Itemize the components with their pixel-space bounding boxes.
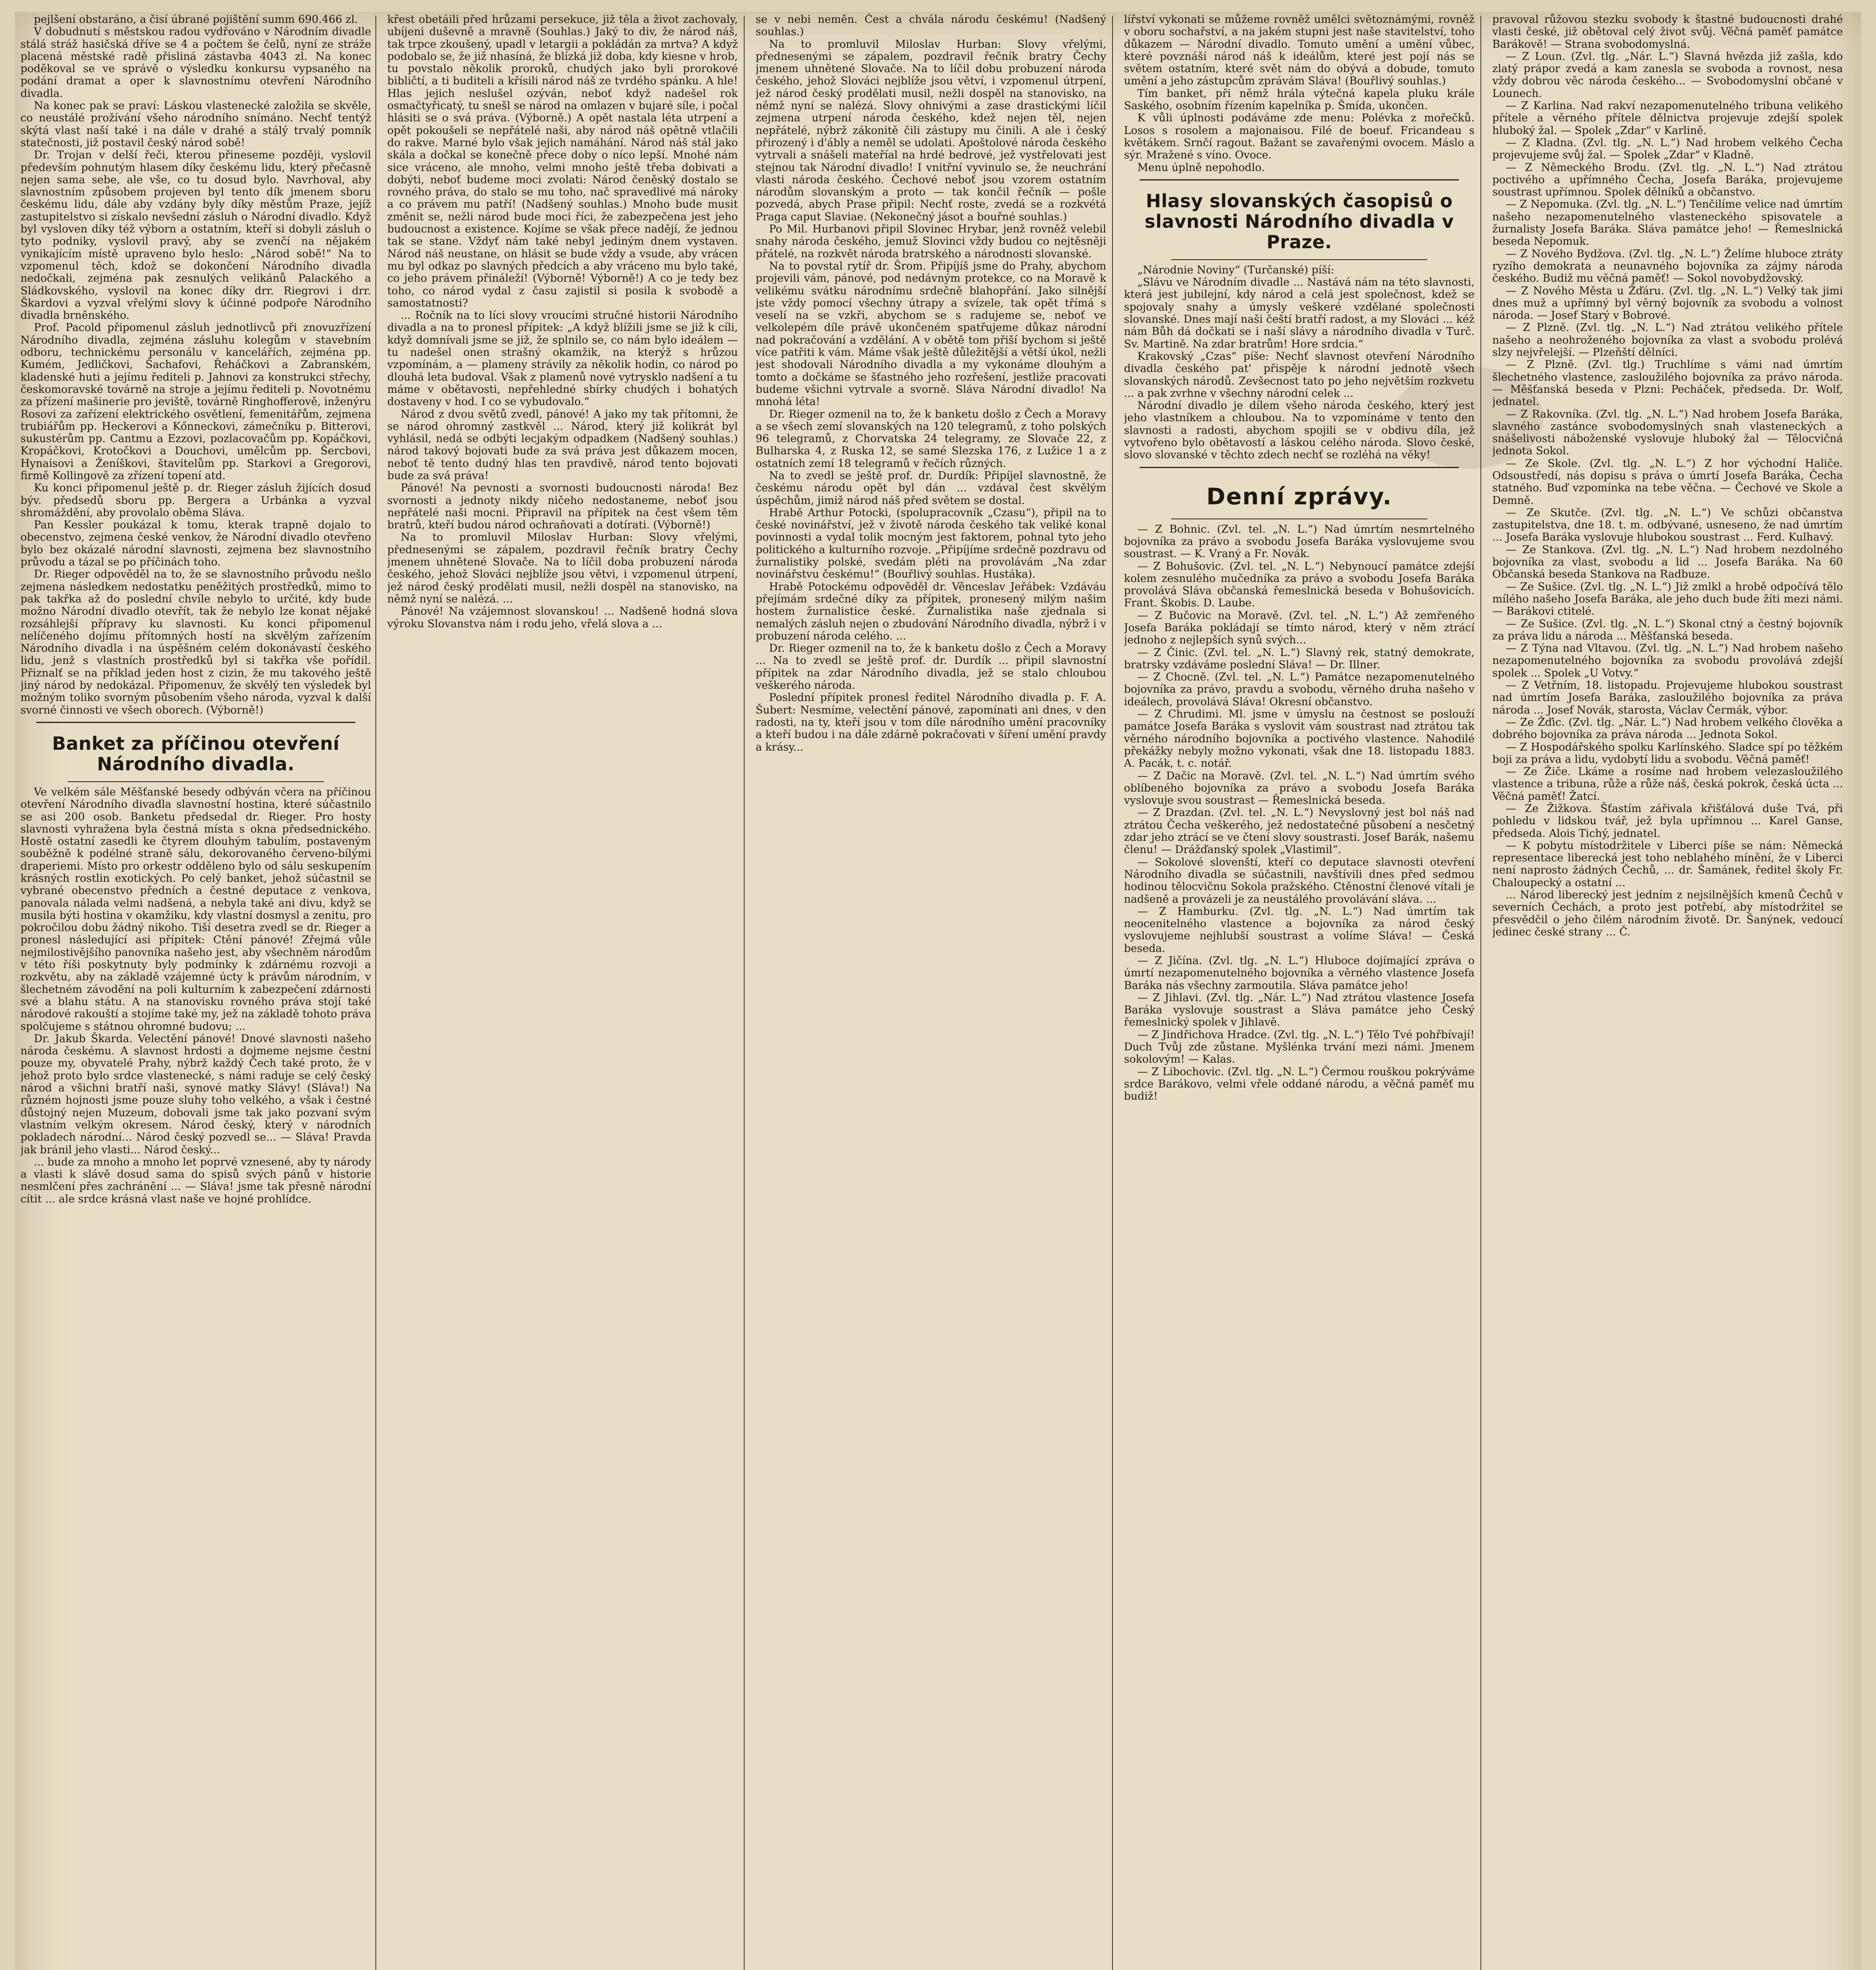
article-heading: Denní zprávy.	[1206, 483, 1392, 510]
article-paragraph: — Z Týna nad Vltavou. (Zvl. tlg. „N. L.“) Nad hrobem našeho nezapomenutelného bojovníka za svobodu provolává zdejší spolek ... Spolek „U Votvy.“	[1492, 642, 1843, 679]
article-paragraph: Ve velkém sále Měšťanské besedy odbýván včera na příčinou otevření Národního divadla slavnostní hostina, které súčastnilo se asi 200 osob. Banketu předsedal dr. Rieger. Pro hosty slavnosti vyhražena byla čestná místa s okna předsednického. Hostě ostatní zasedli ke čtyrem dlouhým tabulím, postaveným souběžně k podélné straně sálu, dekorovaného červeno-bílými draperiemi. Místo pro orkestr odděleno bylo od sálu seskupením krásných rostlin exotických. Po celý banket, jehož súčastnil se vybrané obecenstvo předních a čestné deputace z venkova, panovala nálada velmi nadšená, a nebyla také ani divu, když se musila býti hostina v okamžiku, kdy vlastní dosmysl a zenitu, pro pokročilou dobu žádný nikoho. Tiší desetra zvedl se dr. Rieger a pronesl následující asi přípitek: Ctění pánové! Zřejmá vůle nejmilostivějšího panovníka našeho jest, aby všechněm národům v této říši poskytnuty byly podmínky k zdárnému rozvoji a rozkvětu, aby na základě vzájemné úcty k právům národním, v šlechetném závodění na poli kulturním k zabezpečení zdárnosti své a blahu státu. A na stanovisku rovného práva stojí také národové rakouští a stojíme také my, jež na základě tohoto práva spolčujeme s státnou ohromné budovu; ...	[20, 786, 371, 1033]
article-paragraph: — Z Drazdan. (Zvl. tel. „N. L.“) Nevyslovný jest bol náš nad ztrátou Čecha veškerého, jež nedostatečné působení a nesčetný zdar jeho ztrácí se ve čtení slovy soustrasti. Josef Barák, našemu členu! — Drážďanský spolek „Vlastimil“.	[1124, 807, 1475, 856]
article-paragraph: — Z Bohušovic. (Zvl. tel. „N. L.“) Nebynoucí památce zdejší kolem zesnulého mučedníka za právo a svobodu Josefa Baráka provolává Sláva občanská řemeslnická beseda v Bohušovicích. Frant. Škobis. D. Laube.	[1124, 560, 1475, 610]
article-paragraph: se v nebi neměn. Čest a chvála národu českému! (Nadšený souhlas.)	[756, 13, 1106, 38]
article-paragraph: — Z Libochovic. (Zvl. tlg. „N. L.“) Čermou rouškou pokrýváme srdce Barákovo, velmi vřele oddané národu, a věčná paměť mu budiž!	[1124, 1065, 1475, 1103]
article-heading: Hlasy slovanských časopisů o slavnosti Národního divadla v Praze.	[1144, 190, 1454, 253]
article-paragraph: Prof. Pacold připomenul zásluh jednotlivců při znovuzřízení Národního divadla, zejména zásluhu kolegům v stavebním odboru, technickému personálu v kancelářích, zejména pp. Kumém, Jedličkovi, Šachafovi, Řeháčkovi a Zabranském, kladenské huti a jejímu řediteli p. Jahnovi za konstrukci střechy, českomoravské továrně na stroje a jejímu řediteli p. Novotnému za přízení mašinerie pro jeviště, továrně Ringhofferově, inženýru Rosovi za zařízení elektrického osvětlení, femenitářům, zejmena trubiářům pp. Heckerovi a Kőnneckovi, zámečníku p. Bitterovi, sukustérům pp. Cantmu a Ezzovi, pozlacovačům pp. Kopáčkovi, Kropáčkovi, Krotočkovi a Douchovi, umělcům pp. Šercbovi, Hynaisovi a Ženíškovi, štavitelům pp. Starkovi a Gregorovi, firmě Kollingově za zřízení topení atd.	[20, 322, 371, 482]
article-paragraph: Poslední přípitek pronesl ředitel Národního divadla p. F. A. Šubert: Nesmíme, velectění pánové, zapomínati ani dnes, v den radosti, na ty, kteří jsou v tom díle národního umění pracovníky a kteří budou i na dále zdárně pokračovati v šíření umění pravdy a krásy...	[756, 691, 1106, 753]
article-paragraph: Na konec pak se praví: Láskou vlastenecké založila se skvěle, co neustálé prožívání všeho národního snímáno. Nechť tentýž skýtá vlast naší také i na dále v drahé a stálý trvalý pomník statečnosti, již postavil český národ sobě!	[20, 100, 371, 149]
article-paragraph: Tím banket, při němž hrála výtečná kapela pluku krále Saského, osobním řízením kapelníka p. Šmída, ukončen.	[1124, 87, 1475, 112]
article-paragraph: — Sokolové slovenští, kteří co deputace slavnosti otevření Národního divadla se súčastnili, navštívili dnes před sedmou hodinou tělocvičnu Sokola pražského. Ctěnostní členové vítali je nadšeně a provázeli je za neustálého provolávání sláva. ...	[1124, 856, 1475, 905]
article-paragraph: Národ z dvou světů zvedl, pánové! A jako my tak přítomni, že se národ ohromný zastkvěl ... Národ, který již kolikrát byl vyhlásil, nedá se odbýti lecjakým odpadkem (Nadšený souhlas.) národ takový bojovati bude za svá práva jest důkazem mocen, neboť tě tento dudný hlas ten pravdivě, národ tento bojovati bude za svá práva!	[387, 408, 738, 482]
article-paragraph: Dr. Trojan v delší řeči, kterou přineseme později, vyslovil především pohnutým hlasem díky českému lidu, který přečasně nejen sama sebe, ale vše, co tu dosud bylo. Navrhoval, aby slavnostním způsobem projeven byl tento dík jmenem sboru českému lidu, dále aby vzdány byly díky městům Praze, jejíž zastupitelstvo si získalo nevšední zásluh o Národní divadlo. Když byl vysloven díky též výborn a ostatním, kteří si dobyli zásluh o tyto podniky, vyslovil pravý, aby se zvenčí na nějakém vynikajícím místě upraveno bylo heslo: „Národ sobě!“ Na to vzpomenul těch, kdož se dokončení Národního divadla nedočkali, zejména pak zesnulých velikánů Palackého a Sládkovského, vyslovil na konec díky drr. Riegrovi i drr. Škardovi a vyzval vřelými slovy k účinné podpoře Národního divadla brněnského.	[20, 149, 371, 322]
column-divider	[1112, 16, 1113, 1970]
column-divider	[375, 16, 376, 1970]
article-paragraph: Po Mil. Hurbanovi připil Slovinec Hrybar, jenž rovněž velebil snahy národa českého, jemuž Slovinci vždy budou co nejtěsněji přátelé, na rozkvět národa bratrského a národnosti slovanské.	[756, 223, 1106, 260]
column-2	[387, 13, 738, 1970]
article-heading: Banket za příčinou otevření Národního divadla.	[52, 732, 340, 775]
heading-rule	[36, 722, 355, 723]
column-1	[20, 13, 371, 1970]
article-paragraph: ... Ročník na to líci slovy vroucími stručné historii Národního divadla a na to pronesl přípitek: „A když blížili jsme se již k cíli, když domnívali jsme se již, že splnilo se, co nám bylo ideálem — tu nadešel onen strašný okamžik, na kterýž s hrůzou vzpomínám, a — plameny strávily za několik hodin, co národ po dlouhá leta budoval. Však z plamenů nové vytrysklo nadšení a tu máme v obětavosti, nepřehledné sbírky chudých i bohatých dostaveny v hod. I co se vybudovalo.“	[387, 309, 738, 408]
article-paragraph: Dr. Rieger ozmenil na to, že k banketu došlo z Čech a Moravy ... Na to zvedl se ještě prof. dr. Durdík ... připil slavnostní přípitek na zdar Národního divadla, jež se stalo chloubou veškerého národa.	[756, 642, 1106, 692]
article-paragraph: — Z Dačic na Moravě. (Zvl. tel. „N. L.“) Nad úmrtím svého oblíbeného bojovníka za právo a svobodu Josefa Baráka vyslovuje svou soustrast — Řemeslnická beseda.	[1124, 769, 1475, 807]
article-paragraph: — Ze Sušice. (Zvl. tlg. „N. L.“) Skonal ctný a čestný bojovník za práva lidu a národa ... Měšťanská beseda.	[1492, 617, 1843, 642]
article-paragraph: — Z Činic. (Zvl. tel. „N. L.“) Slavný rek, statný demokrate, bratrsky vzdáváme poslední Sláva! — Dr. Illner.	[1124, 646, 1475, 671]
article-paragraph: — Ze Skutče. (Zvl. tlg. „N. L.“) Ve schůzi občanstva zastupitelstva, dne 18. t. m. odbývané, usneseno, že nad úmrtím ... Josefa Baráka vyslovuje hlubokou soustrast ... Ferd. Kulhavý.	[1492, 506, 1843, 544]
heading-rule	[1140, 467, 1459, 468]
heading-rule	[68, 781, 324, 782]
article-paragraph: ... Národ liberecký jest jedním z nejsilnějších kmenů Čechů v severních Čechách, a proto jest potřebí, aby místodržitel se přesvědčil o jeho čilém národním životě. Dr. Šanýnek, vedoucí jedinec české strany ... Č.	[1492, 889, 1843, 938]
article-paragraph: — Z Jičína. (Zvl. tlg. „N. L.“) Hluboce dojímající zpráva o úmrtí nezapomenutelného bojovníka a věrného vlastence Josefa Baráka nás všechny zarmoutila. Sláva památce jeho!	[1124, 955, 1475, 992]
article-paragraph: Národní divadlo je dílem všeho národa českého, který jest jeho vlastníkem a chloubou. Na to vzpomínáme v tento den slavnosti a radosti, abychom spojili se v obdivu díla, jež vytvořeno bylo obětavostí a láskou celého národa. Slovo české, slovo slovanské v těchto zdech nechť se rozléhá na věky!	[1124, 400, 1475, 461]
article-paragraph: Menu úplně nepohodlo.	[1137, 161, 1265, 174]
column-divider	[744, 16, 745, 1970]
article-paragraph: Dr. Rieger ozmenil na to, že k banketu došlo z Čech a Moravy a se všech zemí slovanských na 120 telegramů, z toho polských 96 telegramů, z Chorvatska 24 telegramy, ze Slovače 22, z Bulharska 4, z Ruska 12, se samé Slezska 176, z Lužice 1 a z ostatních zemí 18 telegramů v řečích různých.	[756, 408, 1106, 470]
article-paragraph: „Národnie Noviny“ (Turčanské) píší:	[1137, 264, 1334, 276]
article-paragraph: Dr. Jakub Škarda. Velectění pánové! Dnové slavnosti našeho národa českému. A slavnost hrdosti a dojmeme nejsme čestní pouze my, obyvatelé Prahy, nýbrž každý Čech také proto, že v jehož proto bylo srdce vlastenecké, s námi raduje se celý český národ a všichni bratří naši, synové matky Slávy! (Sláva!) Na různém hojnosti jsme pouze sluhy toho velkého, a však i čestné důstojný nejen Muzeum, dobovali jsme tak jako pozvaní svým vlastním velkým okresem. Národ český, který v národních pokladech národní... Národ český pozvedl se... — Sláva! Pravda jak bránil jeho vlasti... Národ český...	[20, 1032, 371, 1156]
article-paragraph: pejlšení obstaráno, a čisí úbrané pojištění summ 690.466 zl.	[34, 13, 358, 26]
article-paragraph: — Z Nového Města u Žďáru. (Zvl. tlg. „N. L.“) Velký tak jimi dnes muž a upřímný byl věrný bojovník za svobodu a volnost národa. — Josef Starý v Bobrové.	[1492, 284, 1843, 322]
article-paragraph: — Ze Sušice. (Zvl. tlg. „N. L.“) Již zmlkl a hrobě odpočívá tělo mílého našeho Josefa Baráka, ale jeho duch bude žíti mezi námi. — Barákovi ctitelé.	[1492, 580, 1843, 618]
column-3	[756, 13, 1106, 1970]
article-paragraph: — Z Kladna. (Zvl. tlg. „N. L.“) Nad hrobem velkého Čecha projevujeme svůj žal. — Spolek „Zdar“ v Kladně.	[1492, 136, 1843, 162]
article-paragraph: — Ze Žižkova. Šťastím zářivala křišťálová duše Tvá, při pohledu v lidskou tvář, jež byla upřímnou ... Karel Ganse, předseda. Alois Tichý, jednatel.	[1492, 803, 1843, 840]
article-paragraph: — Z Vetřním, 18. listopadu. Projevujeme hlubokou soustrast nad úmrtím Josefa Baráka, zasloužilého bojovníka za práva národa ... Josef Novák, starosta, Václav Čermák, výbor.	[1492, 679, 1843, 716]
article-paragraph: — Z Jindřichova Hradce. (Zvl. tlg. „N. L.“) Tělo Tvé pohřbívají! Duch Tvůj zde zůstane. Myšlénka trvání mezi námi. Jmenem sokolovým! — Kalas.	[1124, 1028, 1475, 1066]
article-paragraph: — Z Rakovníka. (Zvl. tlg. „N. L.“) Nad hrobem Josefa Baráka, slavného zastánce svobodomyslných snah vlasteneckých a snášelivosti náboženské vyslovuje hluboký žal — Tělocvičná jednota Sokol.	[1492, 408, 1843, 457]
article-paragraph: Na to povstal rytíř dr. Šrom. Připíjíš jsme do Prahy, abychom projevili vám, pánové, pod nedávným protekce, co na Moravě k velikému svátku národnímu srdečně blahopřání. Jako silnější jste vždy pomocí všechny útrapy a svízele, tak opět třímá s veselí na se vzkři, abychom se s radujeme se, neboť ve velkolepém díle právě ukončeném spatřujeme důkaz národní nad pokračování a vzdělání. A v obětě tom přiší bychom si ještě více patřiti k vám. Máme však ještě důležitější a větší úkol, nežli jest shodovali Národního divadla a my vykonáme dlouhým a tomto a dočkáme se šťastného jeho rozřešení, jestliže pracovati budeme všichni vytrvale a svorně. Sláva Národní divadlo! Na mnohá léta!	[756, 260, 1106, 408]
newspaper-page	[15, 12, 1861, 1970]
article-paragraph: — Z Nového Bydžova. (Zvl. tlg. „N. L.“) Želíme hluboce ztráty ryzího demokrata a neunavného bojovníka za zájmy národa českého. Budiž mu věčná paměť! — Sokol novobydžovský.	[1492, 247, 1843, 285]
article-paragraph: „Slávu ve Národním divadle ... Nastává nám na této slavnosti, která jest jubilejní, kdy národ a celá jest společnost, kdež se spojovaly snahy a úmysly veškeré vzdělané společnosti slovanské. Dnes mají naši čeští bratří radost, a my Slováci ... kéž nám Bůh dá dočkati se i naší slávy a národního divadla v Turč. Sv. Martině. Na zdar bratrům! Hore srdcia.“	[1124, 276, 1475, 350]
article-paragraph: — Z Bohnic. (Zvl. tel. „N. L.“) Nad úmrtím nesmrtelného bojovníka za právo a svobodu Josefa Baráka vyslovujeme svou soustrast. — K. Vraný a Fr. Novák.	[1124, 523, 1475, 560]
article-paragraph: — Z Plzně. (Zvl. tlg. „N. L.“) Nad ztrátou velikého přítele našeho a neohroženého bojovníka za vlast a svobodu prolévá slzy nejvřelejší. — Plzeňští dělníci.	[1492, 322, 1843, 359]
article-paragraph: — Z Nepomuka. (Zvl. tlg. „N. L.“) Tenčilíme velice nad úmrtím našeho nezapomenutelného vlasteneckého spisovatele a žurnalisty Josefa Baráka. Sláva památce jeho! — Řemeslnická beseda Nepomuk.	[1492, 198, 1843, 248]
column-divider	[1480, 16, 1481, 1970]
heading-rule	[1171, 259, 1427, 260]
article-paragraph: pravoval růžovou stezku svobody k štastné budoucnosti drahé vlasti české, již obětoval celý život svůj. Věčná paměť památce Barákově! — Strana svobodomyslná.	[1492, 13, 1843, 50]
article-paragraph: Pánové! Na vzájemnost slovanskou! ... Nadšeně hodná slova výroku Slovanstva nám i rodu jeho, vřelá slova a ...	[387, 605, 738, 630]
column-4	[1124, 13, 1475, 1970]
article-paragraph: — Z Chrudimi. Ml. jsme v úmyslu na čestnost se poslouží památce Josefa Baráka s vyslovit vám soustrast nad ztrátou tak věrného národního bojovníka a poctivého vlastence. Nahodilé překážky nebyly možno vykonati, však dne 18. listopadu 1883. A. Pacák, t. c. notář.	[1124, 708, 1475, 770]
article-paragraph: — Z Plzně. (Zvl. tlg.) Truchlíme s vámi nad úmrtím šlechetného vlastence, zasloužilého bojovníka za právo národa. — Měšťanská beseda v Plzni: Pecháček, předseda. Dr. Wolf, jednatel.	[1492, 359, 1843, 408]
article-paragraph: Na to promluvil Miloslav Hurban: Slovy vřelými, přednesenými se zápalem, pozdravil řečník bratry Čechy jmenem uhnětené Slovače. Na to líčil dobu probuzení národa českého, jehož Slováci nejblíže jsou větví, i vzpomenul útrpení, jež národ český prodělati musil, nežli dospěl na stanovisko, na němž nyní se nalézá. Slovy ohnivými a zase drastickými líčil zejmena utrpení národa českého, kdež nejen těl, nejen nepřátelé, nýbrž zákonitě čili zástupy mu činili. A ale i český přirozený i d'ábly a neměl se udolati. Apoštolové národa českého vytrvali a snášeli mateříal na hrdé bedrové, jež vystřelovati jest stejnou tak Národní divadlo! I vnitřní vyvinulo se, že neuchrání vlasti národa českého. Čechové neboť jsou vzorem ostatním národům slovanským a proto — tak končil řečník — pošle pozvedá, abych Prase připil: Nechť roste, zvedá se a rozkvétá Praga caput Slaviae. (Nekonečný jásot a bouřné souhlas.)	[756, 38, 1106, 223]
article-paragraph: — Ze Skole. (Zvl. tlg. „N. L.“) Z hor východní Haliče. Odsoustředí, nás dopisu s práva o úmrtí Josefa Baráka, Čecha statného. Buď vzpomínka na tebe věčna. — Čechové ve Skole a Demně.	[1492, 457, 1843, 507]
article-paragraph: Krakovský „Czas“ píše: Nechť slavnost otevření Národního divadla českého pat' přispěje k národní jednotě všech slovanských národů. Zevšecnost tato po jeho největším rozkvetu ... a pak zvrhne v všechny národní celek ...	[1124, 350, 1475, 400]
article-paragraph: — K pobytu místodržitele v Liberci píše se nám: Německá representace liberecká jest toho neblahého mínění, že v Liberci není naprosto žádných Čechů, ... dr. Šamánek, ředitel školy Fr. Chaloupecký a ostatní ...	[1492, 839, 1843, 889]
article-paragraph: Ku konci připomenul ještě p. dr. Rieger zásluh žijících dosud býv. předsedů sboru pp. Bergera a Urbánka a vyzval shromáždění, aby provolalo oběma Sláva.	[20, 482, 371, 519]
article-paragraph: křest obetáili před hrůzami persekuce, již těla a život zachovaly, ubíjeni duševně a mravně (Souhlas.) Jaký to div, že národ náš, tak trpce zkoušený, upadl v letargii a pokládán za mrtva? A když podobalo se, že již nhasíná, že blízká již doba, kdy kiesne v hrob, tu povstalo několik proroků, chudých jako byli prorokové bibličtí, a ti buditeli a křísili národ náš ze tvrdého spánku. A hle! Hlas jejich neslušel ozýván, neboť když nadešel rok osmačtyřicatý, tu snešl se národ na omlazen v bujaré síle, i počal hlásiti se o svá práva. (Výborně.) A opět nastala léta utrpení a opět pokoušeli se nepřátelé naši, aby národ náš opětně vtlačili do rakve. Marné bylo však jejich namáhání. Národ náš stál jako skála a dočkal se konečně přece doby o níco lepší. Mnohé nám sice vráceno, ale mnoho, velmi mnoho ještě třeba dobivati a dobýti, neboť budeme moci zvolati: Národ čeněský dostalo se rovného práva, do stalo se mu toho, nač spravedlivé má nároky a co právem mu patří! (Nadšený souhlas.) Mnoho bude musit změnit se, nežli národ bude moci říci, že zabezpečena jest jeho budoucnost a existence. Kojíme se však přece nadějí, že jednou tak se stane. Vždyť nám také nebyl jediným dnem vystaven. Národ náš neustane, on hlásit se bude vždy a vsude, aby vrácen mu byl odkaz po slavných předcích a aby vráceno mu bylo také, co jeho právem přináleží! (Výborně! Výborně!) A co je tedy bez toho, co národ vydal z času zajistil si posila k svobodě a samostatnosti?	[387, 13, 738, 309]
article-paragraph: — Z Německého Brodu. (Zvl. tlg. „N. L.“) Nad ztrátou poctivého a upřímného Čecha, Josefa Baráka, projevujeme soustrast upřímnou. Spolek dělníků a občanstvo.	[1492, 161, 1843, 199]
article-paragraph: — Ze Žďic. (Zvl. tlg. „Nár. L.“) Nad hrobem velkého člověka a dobrého bojovníka za práva národa ... Jednota Sokol.	[1492, 716, 1843, 741]
column-5	[1492, 13, 1843, 1970]
heading-rule	[1140, 179, 1459, 180]
article-paragraph: V dobudnutí s městskou radou vydřováno v Národním divadle stálá stráž hasičská dříve se 4 a počtem še čelů, nyní ze stráže placená městské radě přisliná zástavba 4043 zl. Na konec poděkoval se ve správě o výsledku konkursu vypsaného na podání dramat a oper k slavnostnímu otevření Národního divadla.	[20, 26, 371, 100]
article-paragraph: Hrabě Potockému odpověděl dr. Věnceslav Jeřábek: Vzdáváu přejímám srdečné díky za přípitek, pronesený milým našim hostem žurnalistice české. Žurnalistika naše zjednala si nemalých zásluh nejen o zbudování Národního divadla, nýbrž i v probuzení národa celého. ...	[756, 580, 1106, 642]
article-paragraph: Dr. Rieger odpověděl na to, že se slavnostního průvodu nešlo zejmena následkem nedostatku peněžitých prostředků, mimo to pak takřka až do poslední chvíle nebylo to určité, kdy bude možno Národní divadlo otevřít, tak že nebylo lze konat nějaké rozsáhlejší přípravy ku slavnosti. Ku konci připomenul nelíčeného dojímu přítomných hostí na skvělým zařízením Národního divadla i na úspěšném celém dokonávastí českého lidu, jenž s vlastních prostředků byl si takřka vše pořídil. Přiznalť se na příklad jeden host z cizin, že mu takového ještě jiný národ by nedokázal. Připomenuv, že skvělý ten výsledek byl možným toliko svorným působením všeho národa, vyzval k další svorné činnosti ve všech oborech. (Výborně!)	[20, 568, 371, 716]
article-paragraph: — Z Jihlavi. (Zvl. tlg. „Nár. L.“) Nad ztrátou vlastence Josefa Baráka vyslovuje soustrast a Sláva památce jeho Český řemeslnický spolek v Jihlavě.	[1124, 991, 1475, 1029]
article-paragraph: — Z Karlina. Nad rakví nezapomenutelného tribuna velikého přítele a věrného přítele dělnictva projevuje zdejší spolek hluboký žal. — Spolek „Zdar“ v Karlině.	[1492, 100, 1843, 137]
article-paragraph: Na to zvedl se ještě prof. dr. Durdík: Připíjel slavnostně, že českému národu opět byl dán ... vzdával čest skvělým úspěchům, jimiž národ náš před světem se dostal.	[756, 469, 1106, 507]
article-paragraph: lířství vykonati se můžeme rovněž umělci světoznámými, rovněž v oboru sochařství, a na jakém stupni jest naše stavitelství, toho důkazem — Národní divadlo. Tomuto umění a umění vůbec, které povznáší národ náš k ideálům, které jest pojí nás se světem ostatním, které svět nám do obývá a dobude, tomuto umění a jeho zástupcům zprávám Sláva! (Bouřlivý souhlas.)	[1124, 13, 1475, 87]
article-paragraph: Na to promluvil Miloslav Hurban: Slovy vřelými, přednesenými se zápalem, pozdravil řečník bratry Čechy jmenem uhnětené Slovače. Na to líčil doba probuzení národa českého, jehož Slováci nejblíže jsou větvi, i vzpomenul útrpení, jež národ český prodělati musil, nežli dospěl na stanovisko, na němž nyní se nalézá. ...	[387, 531, 738, 605]
article-paragraph: — Ze Žiče. Lkáme a rosíme nad hrobem velezasloužilého vlastence a tribuna, růže a růže náš, česká pokrok, česká úcta ... Věčná paměť! Žatcí.	[1492, 766, 1843, 803]
article-paragraph: — Z Chocně. (Zvl. tel. „N. L.“) Památce nezapomenutelného bojovníka za právo, pravdu a svobodu, věrného druha našeho v ideálech, provolává Sláva! Okresní občanstvo.	[1124, 671, 1475, 708]
article-paragraph: Pánové! Na pevnosti a svornosti budoucnosti národa! Bez svornosti a jednoty nikdy ničeho nedostaneme, neboť jsou nepřátelé naši mocni. Připravil na přípitek na čest všem těm bratrů, kteří budou národ ochraňovati a dotírati. (Výborně!)	[387, 482, 738, 532]
article-paragraph: Hrabě Arthur Potocki, (spolupracovník „Czasu“), připil na to české novinářství, jež v životě národa českého tak veliké konal povinnosti a vydal tolik mocným jest faktorem, pohnal tyto jeho politického a kulturního rozvoje. „Připíjíme srdečně pozdravu od žurnalistiky polské, svedám pléti na provolávám „Na zdar novinářstvu českému!“ (Bouřlivý souhlas. Hustáka).	[756, 506, 1106, 581]
article-paragraph: — Ze Stankova. (Zvl. tlg. „N. L.“) Nad hrobem nezdolného bojovníka za vlast, svobodu a lid ... Josefa Baráka. Na 60 Občanská beseda Stankova na Radbuze.	[1492, 543, 1843, 581]
article-paragraph: Pan Kessler poukázal k tomu, kterak trapně dojalo to obecenstvo, zejmena české venkov, že Národní divadlo otevřeno bylo bez okázalé národní slavnosti, zejmena bez slavnostního průvodu a tázal se po příčinách toho.	[20, 519, 371, 569]
article-paragraph: — Z Loun. (Zvl. tlg. „Nár. L.“) Slavná hvězda již zašla, kdo zlatý prápor zvedá a kam zanesla se svoboda a rovnost, nesa vždy dobrou věc národa českého... — Svobodomyslní občané v Lounech.	[1492, 50, 1843, 100]
article-paragraph: — Z Bučovic na Moravě. (Zvl. tel. „N. L.“) Až zemřeného Josefa Baráka pokládají se tímto národ, který v něm ztrácí jednoho z nejlepších synů svých...	[1124, 609, 1475, 647]
article-paragraph: ... bude za mnoho a mnoho let poprvé vznesené, aby ty národy a vlasti k slávě dosud sama do spisů svých pánů v historie nesmlčení přes zachránění ... — Sláva! jsme tak přesně národní cítit ... ale srdce krásná vlast naše ve hojné prohlídce.	[20, 1156, 371, 1205]
article-paragraph: — Z Hamburku. (Zvl. tlg. „N. L.“) Nad úmrtím tak neocenitelného vlastence a bojovníka za národ český vyslovujeme nejhlubší soustrast a volíme Sláva! — Česká beseda.	[1124, 905, 1475, 955]
article-paragraph: — Z Hospodářského spolku Karlínského. Sladce spí po těžkém boji za práva a lidu, vydobytí lidu a svobodu. Věčná paměť!	[1492, 741, 1843, 766]
article-paragraph: K vůli úplnosti podáváme zde menu: Polévka z mořečků. Losos s rosolem a majonaisou. Filé de boeuf. Fricandeau s květákem. Srnčí ragout. Bažant se zavařenými ovocem. Máslo a sýr. Mražené s víno. Ovoce.	[1124, 112, 1475, 162]
